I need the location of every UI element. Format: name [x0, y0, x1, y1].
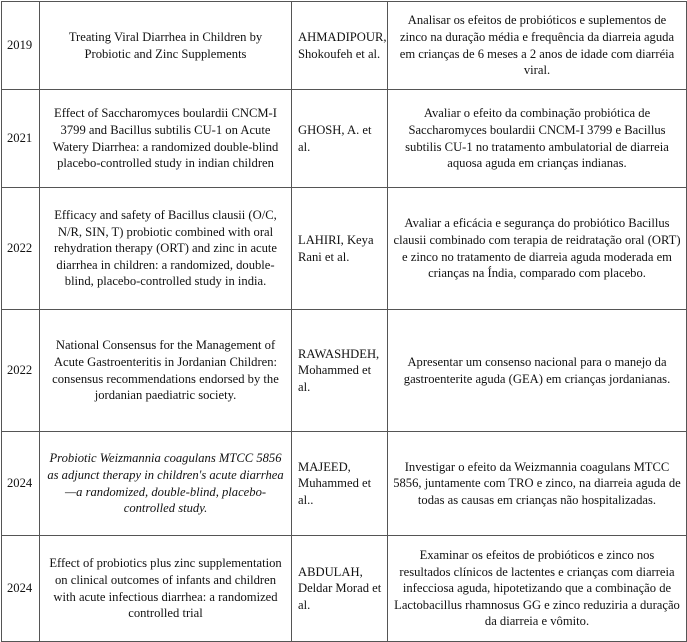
- title-cell: Treating Viral Diarrhea in Children by Probiotic and Zinc Supplements: [40, 2, 292, 90]
- objective-cell: Analisar os efeitos de probióticos e suplementos de zinco na duração média e frequência da diarreia aguda em crianças de 6 meses a 2 anos de idade com diarréia viral.: [388, 2, 687, 90]
- title-cell: Effect of probiotics plus zinc supplementation on clinical outcomes of infants and children with acute infectious diarrhea: a randomized controlled trial: [40, 536, 292, 642]
- table-row: [2, 188, 687, 310]
- table-row: [2, 2, 687, 90]
- year-cell: 2019: [2, 2, 40, 90]
- author-cell: LAHIRI, Keya Rani et al.: [292, 188, 388, 310]
- author-cell: MAJEED, Muhammed et al..: [292, 432, 388, 536]
- author-cell: RAWASHDEH, Mohammed et al.: [292, 310, 388, 432]
- year-cell: 2024: [2, 432, 40, 536]
- year-cell: 2021: [2, 90, 40, 188]
- objective-cell: Avaliar o efeito da combinação probiótica de Saccharomyces boulardii CNCM-I 3799 e Bacillus subtilis CU-1 no tratamento ambulatorial de diarreia aquosa aguda em crianças indianas.: [388, 90, 687, 188]
- table-row: [2, 432, 687, 536]
- author-cell: ABDULAH, Deldar Morad et al.: [292, 536, 388, 642]
- table-row: [2, 90, 687, 188]
- objective-cell: Examinar os efeitos de probióticos e zinco nos resultados clínicos de lactentes e crianças com diarreia infecciosa aguda, hipotetizando que a combinação de Lactobacillus rhamnosus GG e zinco reduziria a duração da diarreia e vômito.: [388, 536, 687, 642]
- year-cell: 2022: [2, 188, 40, 310]
- title-cell: Probiotic Weizmannia coagulans MTCC 5856 as adjunct therapy in children's acute diarrhea—a randomized, double-blind, placebo-controlled study.: [40, 432, 292, 536]
- author-cell: GHOSH, A. et al.: [292, 90, 388, 188]
- year-cell: 2022: [2, 310, 40, 432]
- studies-table: [1, 1, 687, 642]
- author-cell: AHMADIPOUR, Shokoufeh et al.: [292, 2, 388, 90]
- year-cell: 2024: [2, 536, 40, 642]
- title-cell: National Consensus for the Management of Acute Gastroenteritis in Jordanian Children: consensus recommendations endorsed by the jordanian paediatric society.: [40, 310, 292, 432]
- objective-cell: Apresentar um consenso nacional para o manejo da gastroenterite aguda (GEA) em crianças jordanianas.: [388, 310, 687, 432]
- title-cell: Efficacy and safety of Bacillus clausii (O/C, N/R, SIN, T) probiotic combined with oral rehydration therapy (ORT) and zinc in acute diarrhea in children: a randomized, double-blind, placebo-controlled study in india.: [40, 188, 292, 310]
- table-row: [2, 536, 687, 642]
- table-row: [2, 310, 687, 432]
- title-cell: Effect of Saccharomyces boulardii CNCM-I 3799 and Bacillus subtilis CU-1 on Acute Watery Diarrhea: a randomized double-blind placebo-controlled study in indian children: [40, 90, 292, 188]
- objective-cell: Investigar o efeito da Weizmannia coagulans MTCC 5856, juntamente com TRO e zinco, na diarreia aguda de todas as causas em crianças não hospitalizadas.: [388, 432, 687, 536]
- objective-cell: Avaliar a eficácia e segurança do probiótico Bacillus clausii combinado com terapia de reidratação oral (ORT) e zinco no tratamento de diarreia aguda moderada em crianças na Índia, comparado com placebo.: [388, 188, 687, 310]
